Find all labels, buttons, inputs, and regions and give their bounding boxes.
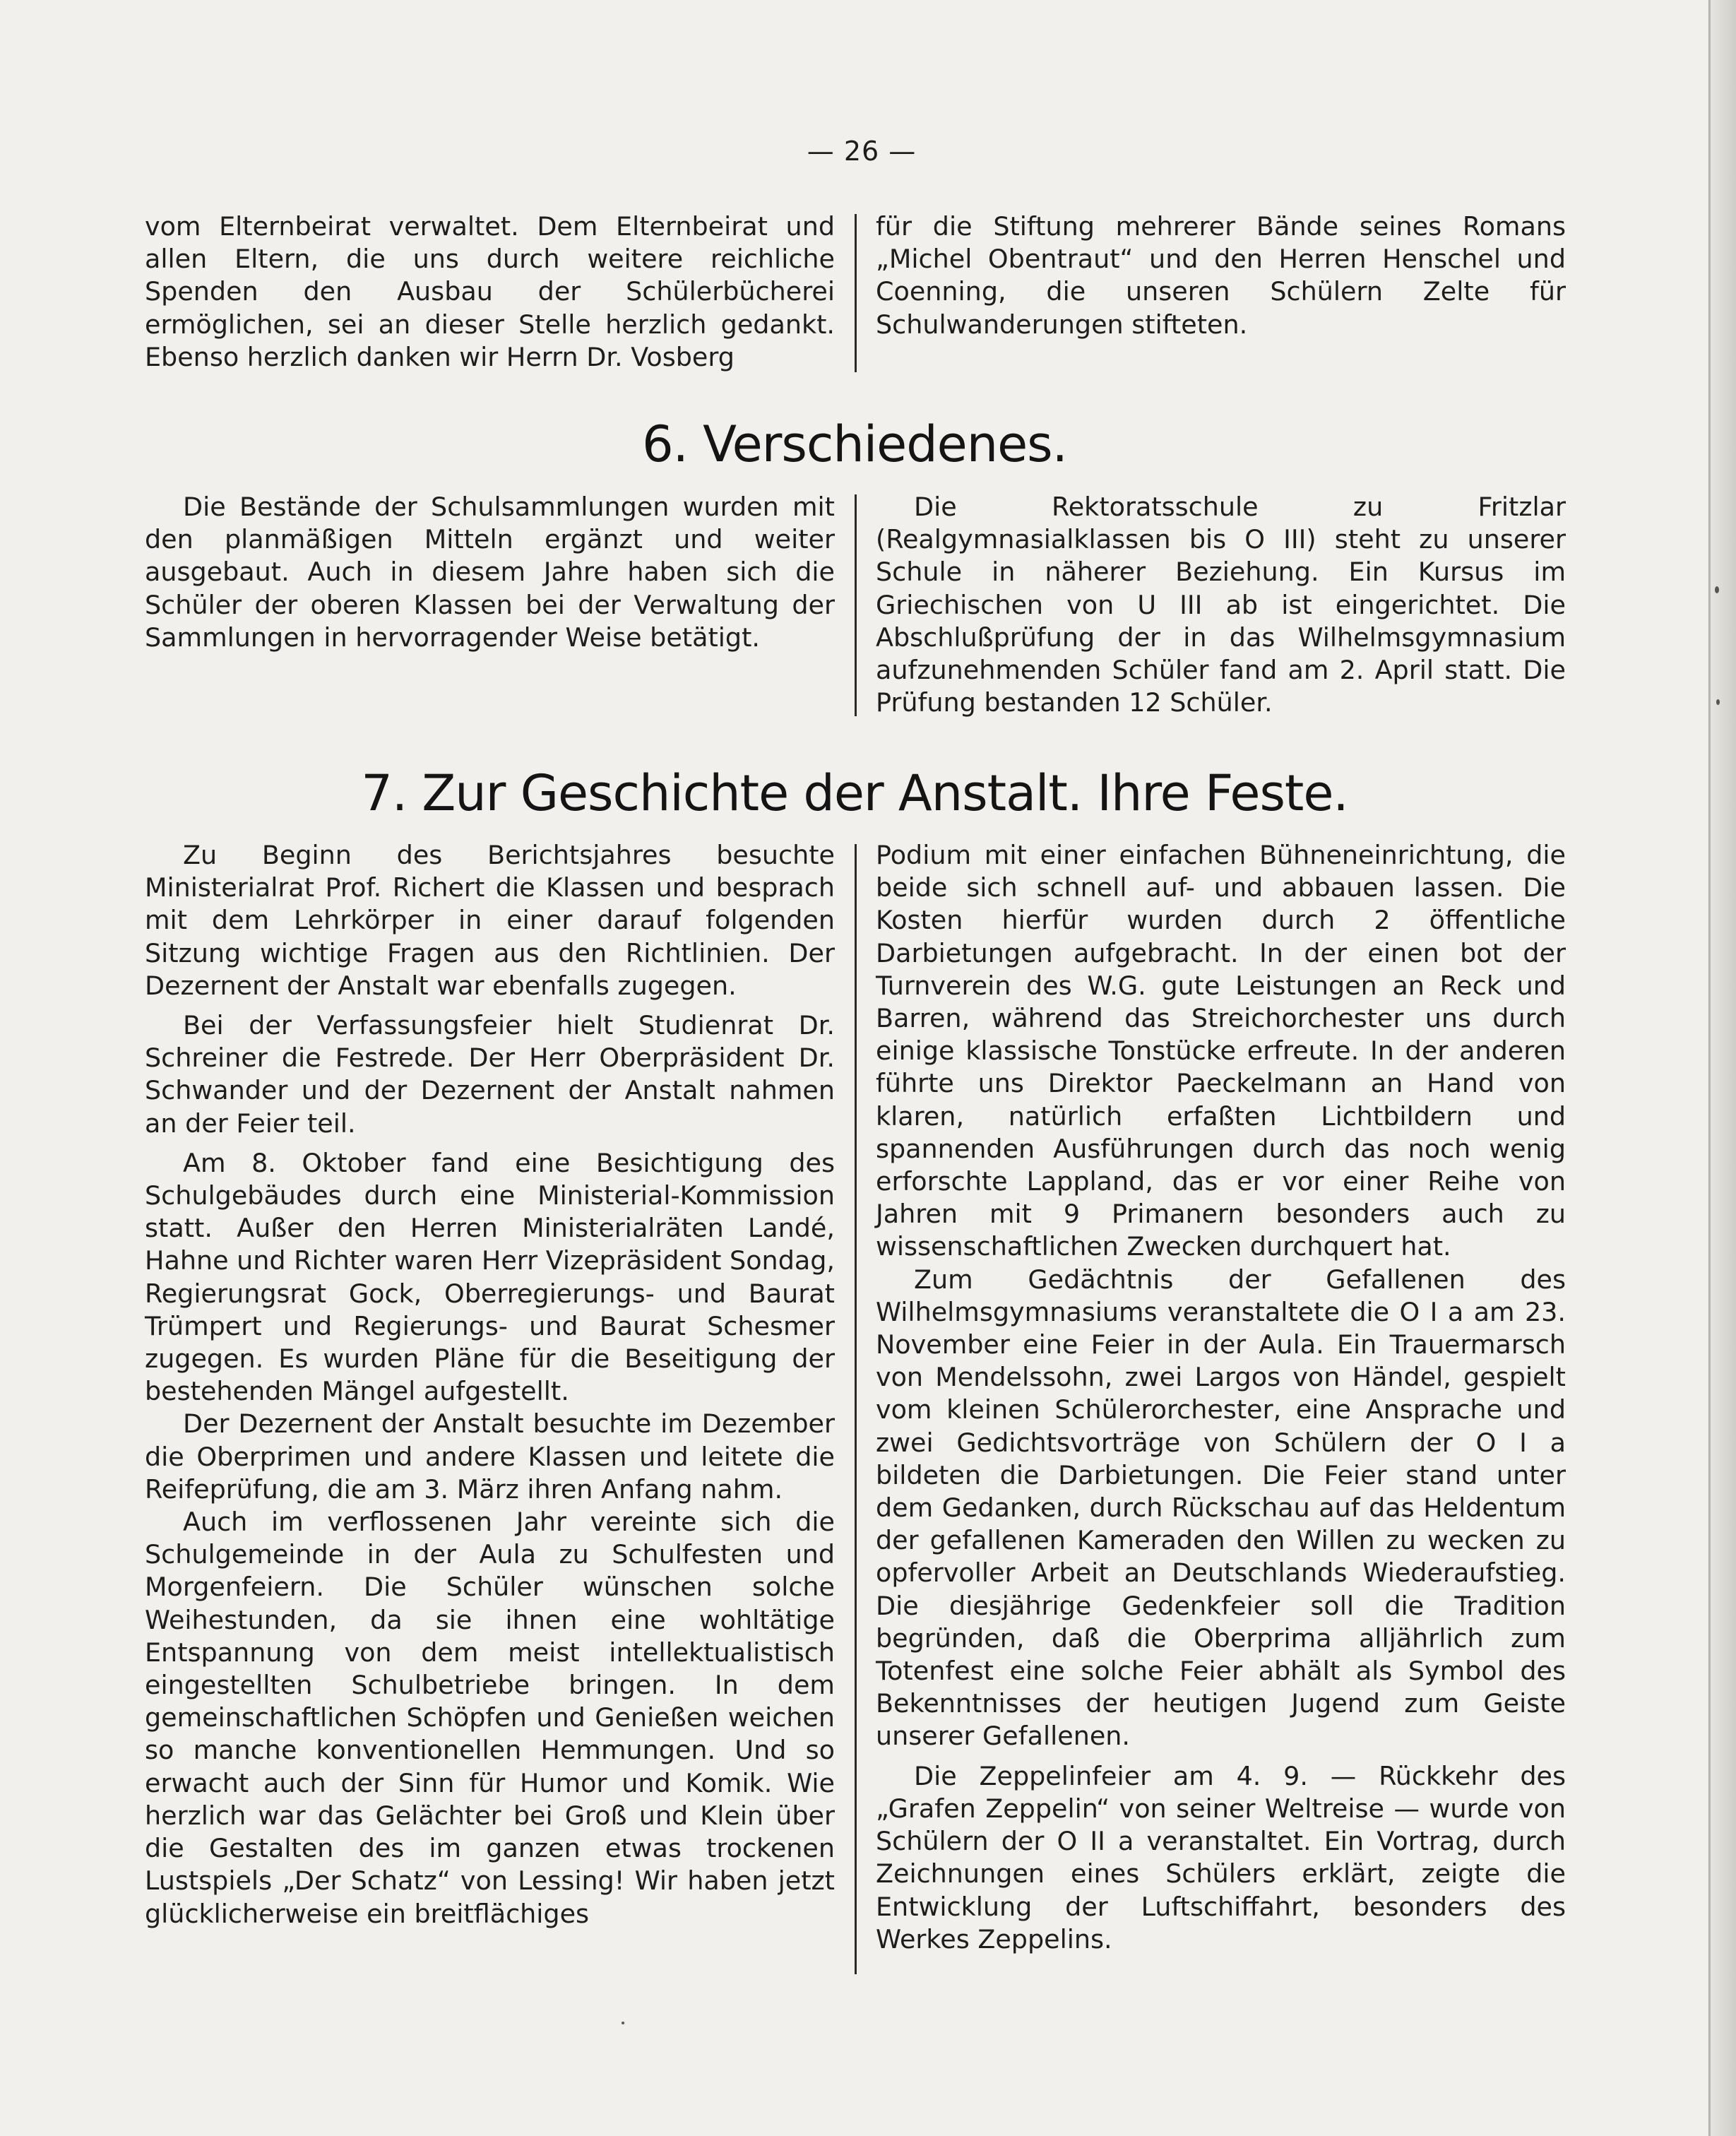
- paragraph: Auch im verflossenen Jahr vereinte sich die Schulgemeinde in der Aula zu Schulfesten und Morgenfeiern. Die Schüler wünschen solche Weihestunden, da sie ihnen eine wohltätige Entspannung von dem meist intellektualistisch eingestellten Schulbetriebe bringen. In dem gemeinschaftlichen Schöpfen und Genießen weichen so manche konventionellen Hemmungen. Und so erwacht auch der Sinn für Humor und Komik. Wie herzlich war das Gelächter bei Groß und Klein über die Gestalten des im ganzen etwas trockenen Lustspiels „Der Schatz“ von Lessing! Wir haben jetzt glücklicherweise ein breitflächiges: [145, 1507, 835, 1929]
- section-6-heading: 6. Verschiedenes.: [642, 415, 1067, 473]
- section-6-left-text: Die Bestände der Schulsammlungen wurden mit den planmäßigen Mitteln ergänzt und weiter ausgebaut. Auch in diesem Jahre haben sich die Schüler der oberen Klassen bei der Verwaltung der Sammlungen in hervorragender Weise betätigt.: [145, 492, 835, 653]
- section-7-heading: 7. Zur Geschichte der Anstalt. Ihre Feste.: [361, 764, 1348, 822]
- section-6-right-column: [876, 491, 1566, 719]
- paragraph: Bei der Verfassungsfeier hielt Studienrat Dr. Schreiner die Festrede. Der Herr Oberpräsident Dr. Schwander und der Dezernent der Anstalt nahmen an der Feier teil.: [145, 1010, 835, 1139]
- column-divider: [855, 494, 857, 716]
- paragraph: Zu Beginn des Berichtsjahres besuchte Ministerialrat Prof. Richert die Klassen und besprach mit dem Lehrkörper in einer darauf folgenden Sitzung wichtige Fragen aus den Richtlinien. Der Dezernent der Anstalt war ebenfalls zugegen.: [145, 840, 835, 1001]
- column-divider: [855, 844, 857, 1974]
- paragraph: Podium mit einer einfachen Bühneneinrichtung, die beide sich schnell auf- und abbauen lassen. Die Kosten hierfür wurden durch 2 öffentliche Darbietungen aufgebracht. In der einen bot der Turnverein des W.G. gute Leistungen an Reck und Barren, während das Streichorchester uns durch einige klassische Tonstücke erfreute. In der anderen führte uns Direktor Paeckelmann an Hand von klaren, natürlich erfaßten Lichtbildern und spannenden Ausführungen durch das noch wenig erforschte Lappland, das er vor einer Reihe von Jahren mit 9 Primanern besonders auch zu wissenschaftlichen Zwecken durchquert hat.: [876, 840, 1566, 1262]
- section-7-left-column: [145, 839, 835, 1930]
- print-speck: [1716, 699, 1720, 705]
- section-6-left-column: [145, 491, 835, 654]
- section-6-right-text: Die Rektoratsschule zu Fritzlar (Realgymnasialklassen bis O III) steht zu unserer Schule in näherer Beziehung. Ein Kursus im Griechischen von U III ab ist eingerichtet. Die Abschlußprüfung der in das Wilhelmsgymnasium aufzunehmenden Schüler fand am 2. April statt. Die Prüfung bestanden 12 Schüler.: [876, 492, 1566, 718]
- page-number: — 26 —: [807, 136, 917, 167]
- section-7-right-column: [876, 839, 1566, 1956]
- intro-right-text: für die Stiftung mehrerer Bände seines Romans „Michel Obentraut“ und den Herren Henschel und Coenning, die unseren Schülern Zelte für Schulwanderungen stifteten.: [876, 211, 1566, 340]
- intro-left-text: vom Elternbeirat verwaltet. Dem Elternbeirat und allen Eltern, die uns durch weitere reichliche Spenden den Ausbau der Schülerbücherei ermöglichen, sei an dieser Stelle herzlich gedankt. Ebenso herzlich danken wir Herrn Dr. Vosberg: [145, 211, 835, 372]
- paragraph: Am 8. Oktober fand eine Besichtigung des Schulgebäudes durch eine Ministerial-Kommission statt. Außer den Herren Ministerialräten Landé, Hahne und Richter waren Herr Vizepräsident Sondag, Regierungsrat Gock, Oberregierungs- und Baurat Trümpert und Regierungs- und Baurat Schesmer zugegen. Es wurden Pläne für die Beseitigung der bestehenden Mängel aufgestellt.: [145, 1147, 835, 1407]
- intro-left-column: [145, 210, 835, 374]
- page-edge-line: [1708, 0, 1711, 2136]
- paragraph: Zum Gedächtnis der Gefallenen des Wilhelmsgymnasiums veranstaltete die O I a am 23. November eine Feier in der Aula. Ein Trauermarsch von Mendelssohn, zwei Largos von Händel, gespielt vom kleinen Schülerorchester, eine Ansprache und zwei Gedichtsvorträge von Schülern der O I a bildeten die Darbietungen. Die Feier stand unter dem Gedanken, durch Rückschau auf das Heldentum der gefallenen Kameraden den Willen zu wecken zu opfervoller Arbeit an Deutschlands Wiederaufstieg. Die diesjährige Gedenkfeier soll die Tradition begründen, daß die Oberprima alljährlich zum Totenfest eine solche Feier abhält als Symbol des Bekenntnisses der heutigen Jugend zum Geiste unserer Gefallenen.: [876, 1264, 1566, 1752]
- paragraph: Der Dezernent der Anstalt besuchte im Dezember die Oberprimen und andere Klassen und leitete die Reifeprüfung, die am 3. März ihren Anfang nahm.: [145, 1408, 835, 1505]
- intro-right-column: [876, 210, 1566, 341]
- column-divider: [855, 214, 857, 372]
- print-speck: [1715, 586, 1719, 593]
- paragraph: Die Zeppelinfeier am 4. 9. — Rückkehr des „Grafen Zeppelin“ von seiner Weltreise — wurde von Schülern der O II a veranstaltet. Ein Vortrag, durch Zeichnungen eines Schülers erklärt, zeigte die Entwicklung der Luftschiffahrt, besonders des Werkes Zeppelins.: [876, 1760, 1566, 1954]
- page-edge: [1708, 0, 1736, 2136]
- print-speck: [622, 2022, 624, 2024]
